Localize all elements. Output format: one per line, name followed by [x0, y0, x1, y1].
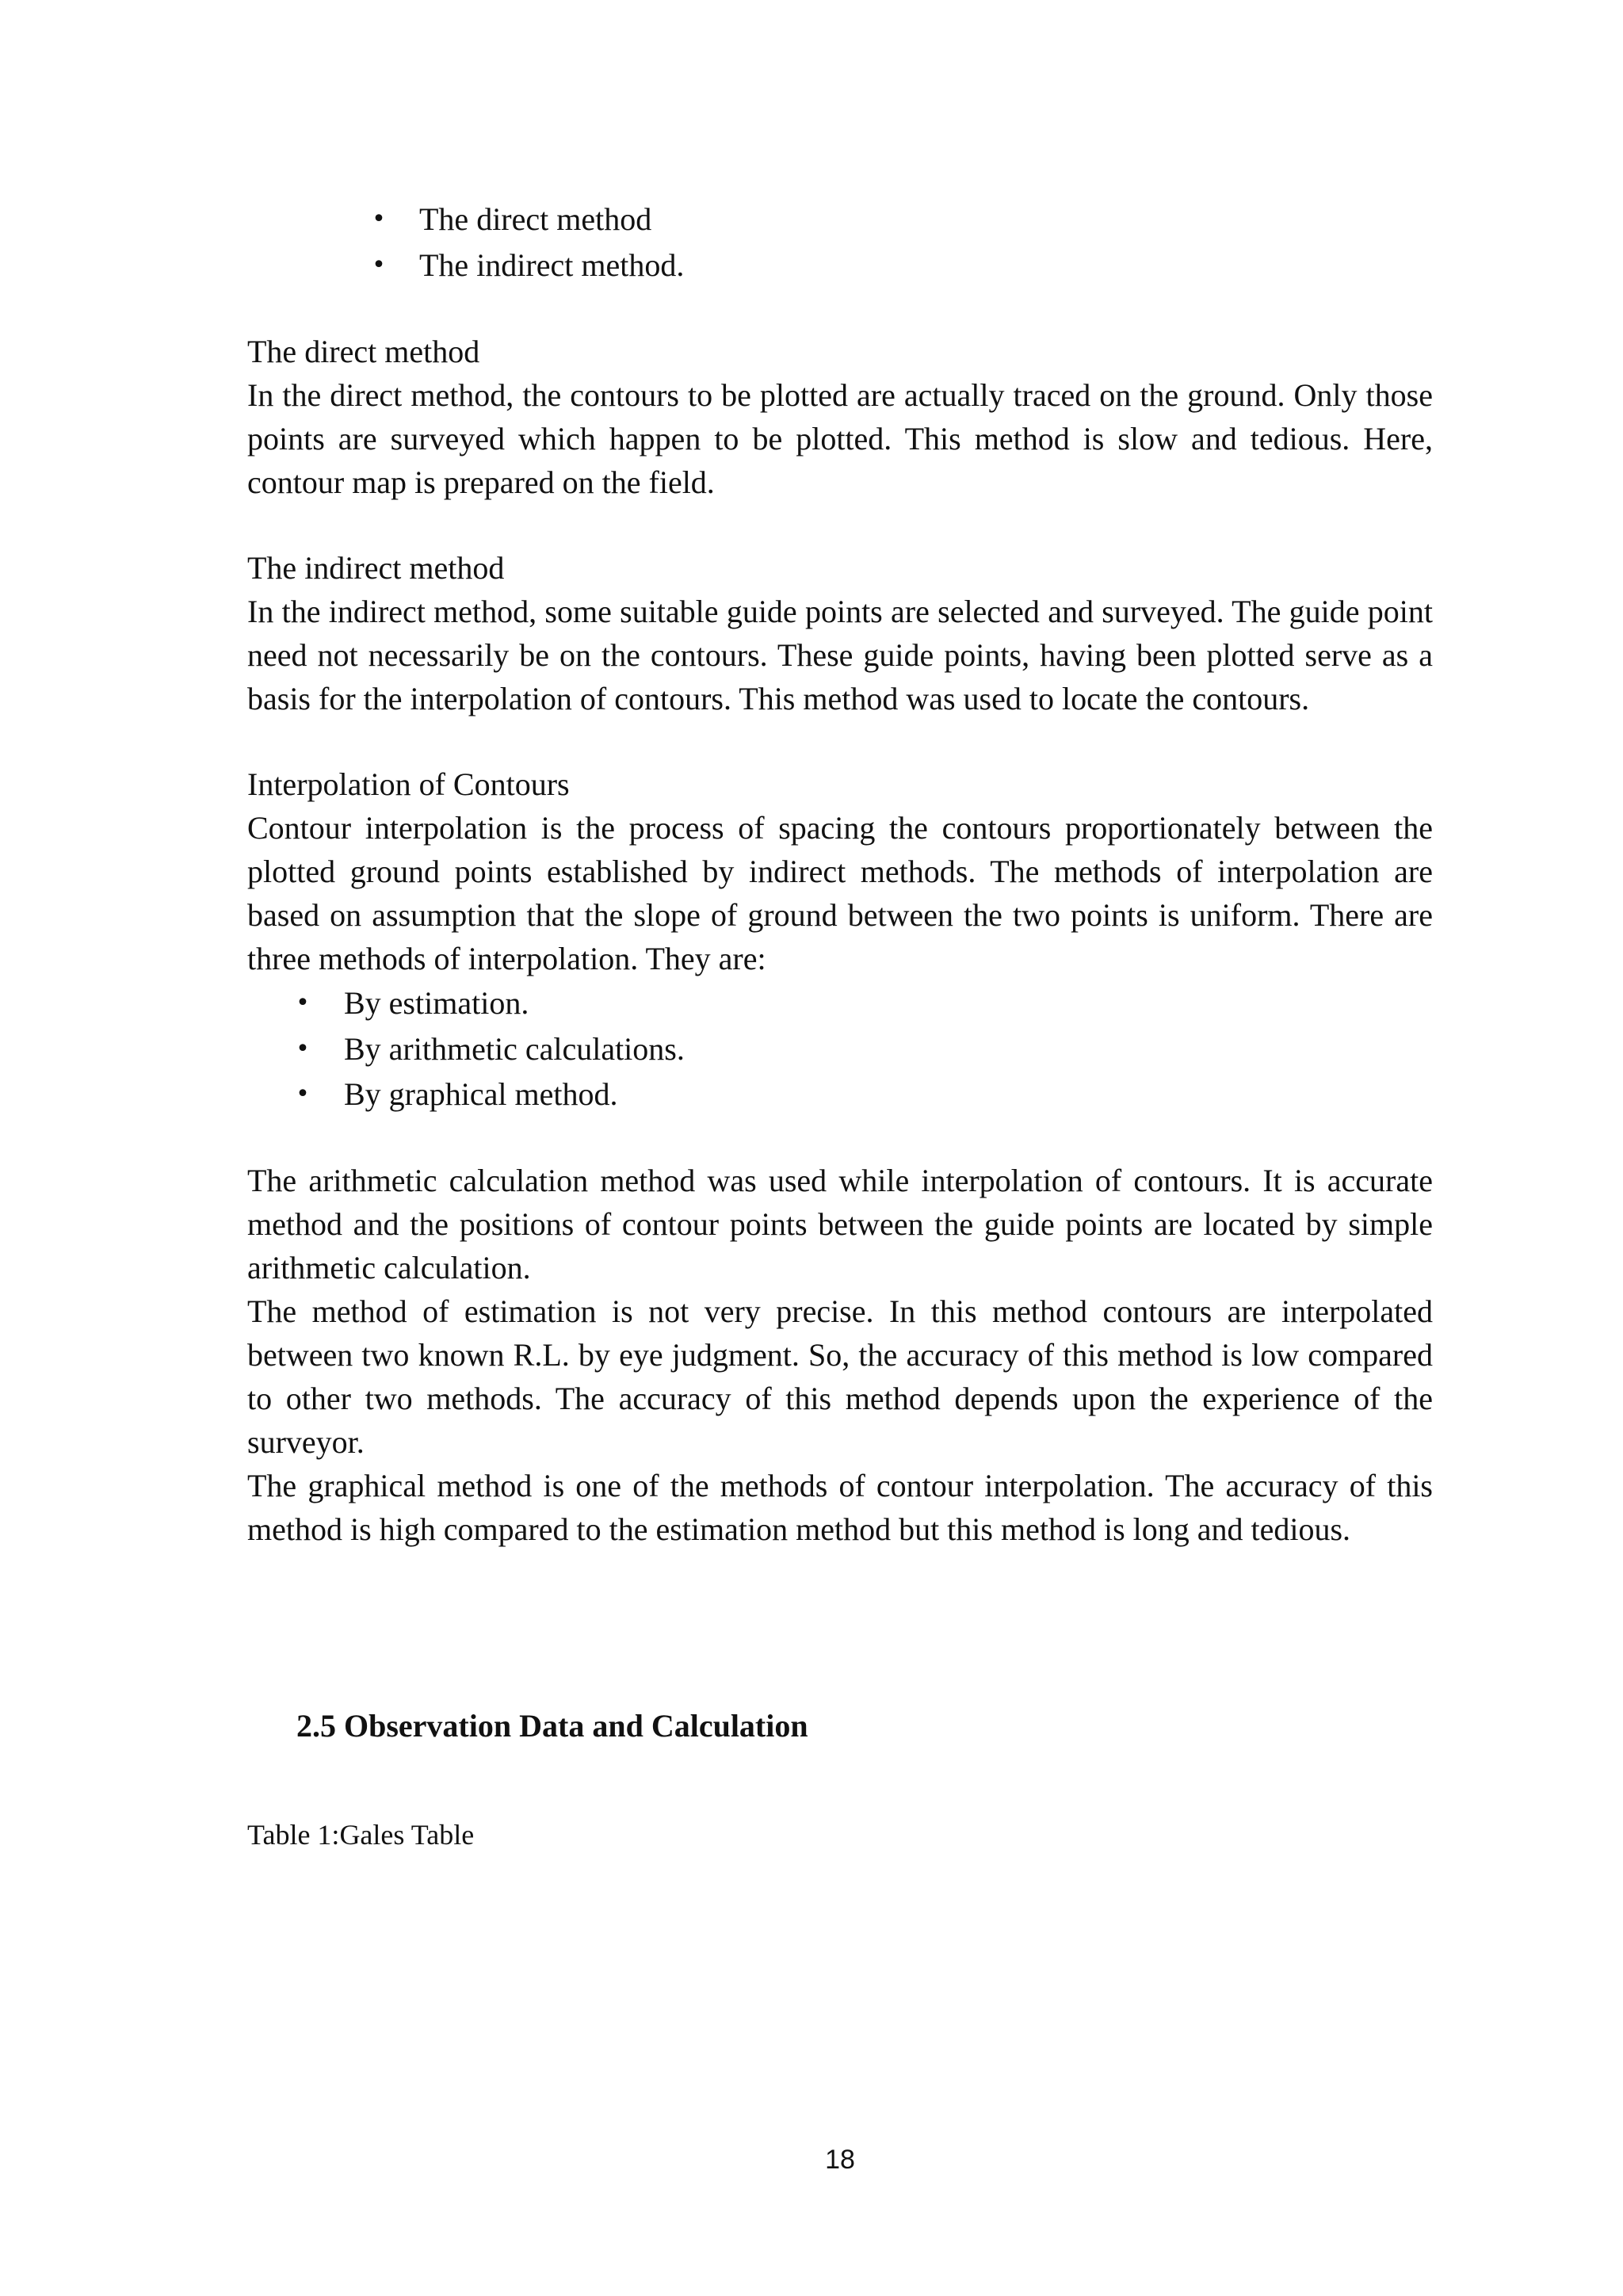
- bullet-icon: •: [296, 1034, 310, 1063]
- list-item-text: By estimation.: [344, 985, 529, 1021]
- bullet-icon: •: [296, 989, 310, 1017]
- interpolation-paragraph: Contour interpolation is the process of spacing the contours proportionately between the plotted ground points established by indirect methods. The methods of interpolation are based on assumption that the slope of ground between the two points is uniform. There are three methods of interpolation. They are:: [247, 810, 1433, 976]
- page-number: 18: [825, 2145, 855, 2175]
- indirect-method-heading: The indirect method: [247, 550, 505, 586]
- direct-method-paragraph: In the direct method, the contours to be plotted are actually traced on the ground. Only those points are surveyed which happen to be plotted. This method is slow and tedious. Here, contour map is prepared on the field.: [247, 377, 1433, 500]
- table-caption: Table 1:Gales Table: [247, 1819, 475, 1851]
- graphical-paragraph: The graphical method is one of the methods of contour interpolation. The accuracy of this method is high compared to the estimation method but this method is long and tedious.: [247, 1467, 1433, 1547]
- list-item: [247, 980, 1433, 1026]
- list-item: [247, 243, 1433, 288]
- interpolation-bullet-list: [247, 980, 1433, 1117]
- list-item: [247, 1072, 1433, 1117]
- page-content: [247, 197, 1433, 1551]
- list-item: [247, 1026, 1433, 1072]
- arithmetic-paragraph: The arithmetic calculation method was used while interpolation of contours. It is accurate method and the positions of contour points between the guide points are located by simple arithmetic calculation.: [247, 1162, 1433, 1286]
- bullet-icon: •: [296, 1080, 310, 1108]
- bullet-icon: •: [372, 250, 386, 279]
- list-item-text: By graphical method.: [344, 1076, 618, 1112]
- direct-method-heading: The direct method: [247, 334, 480, 369]
- methods-bullet-list: [247, 197, 1433, 288]
- estimation-paragraph: The method of estimation is not very precise. In this method contours are interpolated between two known R.L. by eye judgment. So, the accuracy of this method is low compared to other two methods. The accuracy of this method depends upon the experience of the surveyor.: [247, 1293, 1433, 1460]
- list-item-text: The direct method: [419, 201, 652, 237]
- list-item: [247, 197, 1433, 243]
- section-heading: 2.5 Observation Data and Calculation: [296, 1708, 808, 1744]
- interpolation-heading: Interpolation of Contours: [247, 766, 570, 802]
- indirect-method-paragraph: In the indirect method, some suitable guide points are selected and surveyed. The guide point need not necessarily be on the contours. These guide points, having been plotted serve as a basis for the interpolation of contours. This method was used to locate the contours.: [247, 594, 1433, 716]
- list-item-text: The indirect method.: [419, 246, 685, 283]
- list-item-text: By arithmetic calculations.: [344, 1030, 685, 1067]
- bullet-icon: •: [372, 205, 386, 233]
